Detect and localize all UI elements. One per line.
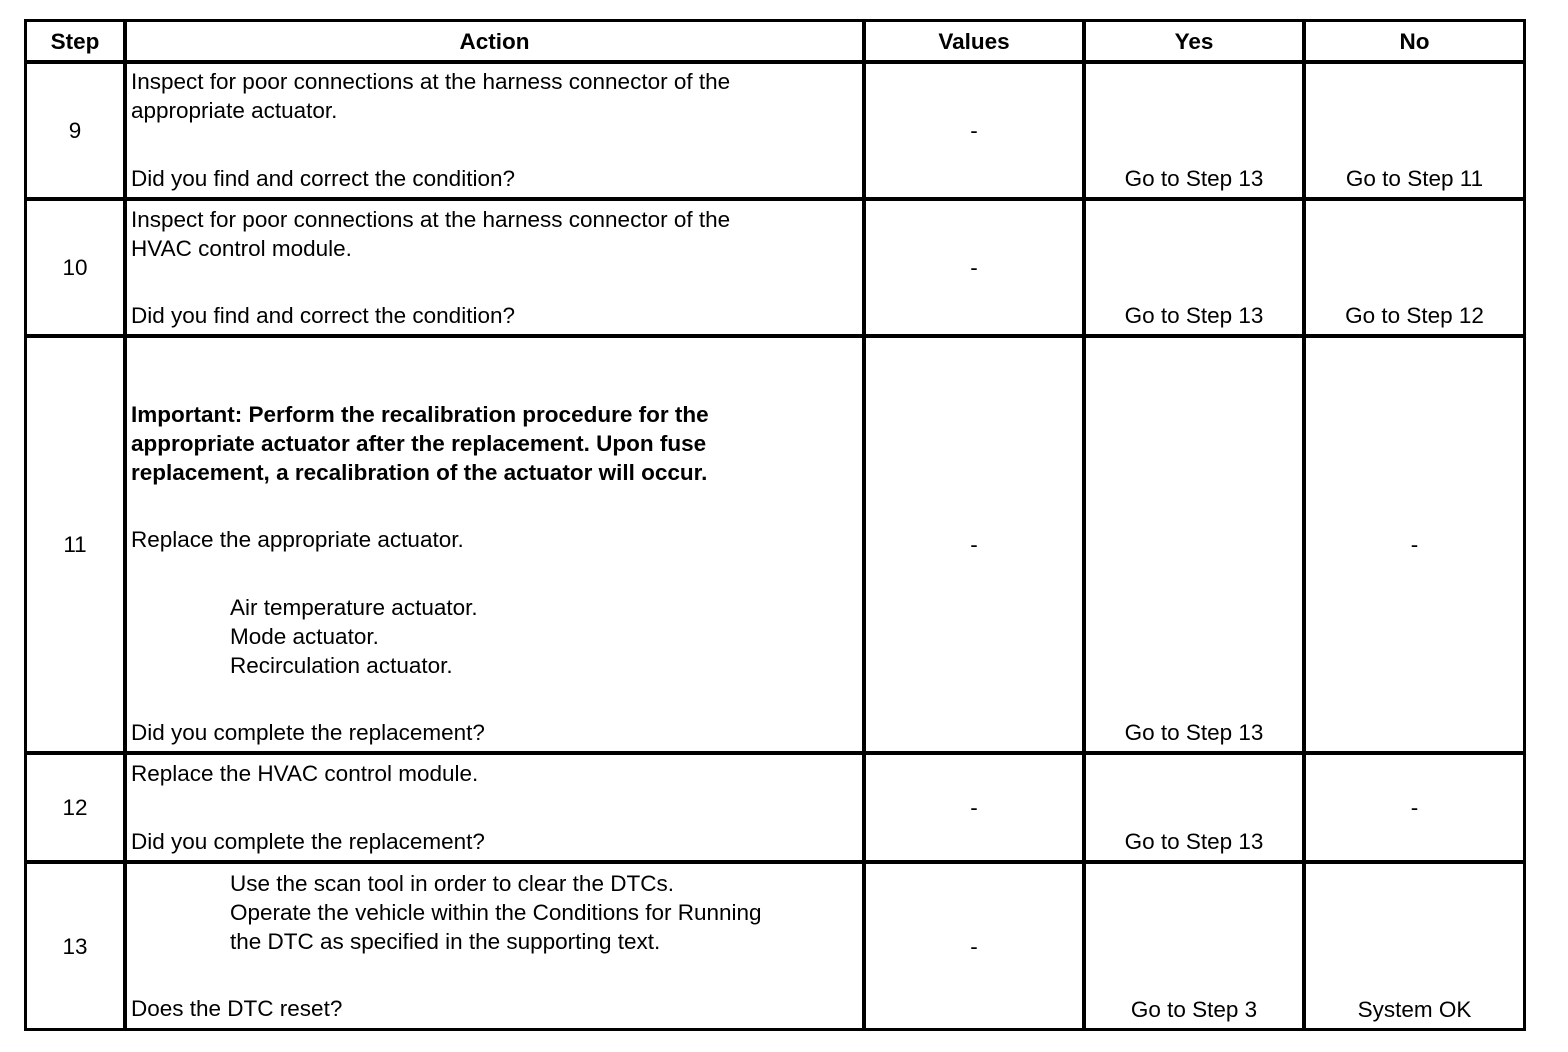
action-question: Did you complete the replacement? bbox=[131, 720, 485, 745]
values-cell: - bbox=[970, 532, 978, 557]
yes-cell: Go to Step 13 bbox=[1124, 829, 1264, 854]
action-text: Replace the appropriate actuator. bbox=[131, 527, 464, 552]
yes-cell: Go to Step 3 bbox=[1130, 997, 1258, 1022]
no-cell: Go to Step 12 bbox=[1345, 303, 1484, 328]
values-cell: - bbox=[970, 118, 978, 143]
important-note: replacement, a recalibration of the actuator will occur. bbox=[131, 460, 708, 485]
no-cell: - bbox=[1410, 795, 1419, 820]
yes-cell: Go to Step 13 bbox=[1124, 720, 1264, 745]
action-text: HVAC control module. bbox=[131, 236, 352, 261]
action-question: Did you find and correct the condition? bbox=[131, 303, 515, 328]
no-cell: Go to Step 11 bbox=[1345, 166, 1484, 191]
list-item: the DTC as specified in the supporting text. bbox=[230, 929, 661, 954]
col-divider bbox=[123, 19, 127, 1031]
yes-cell: Go to Step 13 bbox=[1124, 166, 1264, 191]
border-bottom bbox=[24, 1028, 1526, 1031]
header-values: Values bbox=[938, 28, 1010, 54]
important-note: appropriate actuator after the replacement. Upon fuse bbox=[131, 431, 707, 456]
header-no: No bbox=[1399, 28, 1430, 54]
list-item: Operate the vehicle within the Conditions for Running bbox=[230, 900, 762, 925]
action-text: Inspect for poor connections at the harness connector of the bbox=[131, 207, 731, 232]
action-question: Did you complete the replacement? bbox=[131, 829, 485, 854]
step-number: 11 bbox=[63, 532, 87, 557]
step-number: 9 bbox=[68, 118, 82, 143]
action-question: Did you find and correct the condition? bbox=[131, 166, 515, 191]
header-yes: Yes bbox=[1174, 28, 1214, 54]
step-number: 10 bbox=[62, 255, 88, 280]
no-cell: System OK bbox=[1357, 997, 1472, 1022]
list-item: Mode actuator. bbox=[230, 624, 379, 649]
header-step: Step bbox=[50, 28, 100, 54]
action-text: Inspect for poor connections at the harness connector of the bbox=[131, 69, 731, 94]
action-text: Replace the HVAC control module. bbox=[131, 761, 479, 786]
important-note: Important: Perform the recalibration procedure for the bbox=[131, 402, 709, 427]
step-number: 13 bbox=[62, 933, 88, 959]
list-item: Air temperature actuator. bbox=[230, 595, 478, 620]
no-cell: - bbox=[1410, 532, 1419, 557]
yes-cell: Go to Step 13 bbox=[1124, 303, 1264, 328]
action-question: Does the DTC reset? bbox=[131, 996, 343, 1021]
header-action: Action bbox=[459, 28, 530, 54]
border-right bbox=[1523, 19, 1526, 1031]
diagnostic-table bbox=[24, 19, 1526, 1031]
step-number: 12 bbox=[62, 795, 88, 820]
list-item: Recirculation actuator. bbox=[230, 653, 453, 678]
values-cell: - bbox=[970, 255, 978, 280]
action-text: appropriate actuator. bbox=[131, 98, 338, 123]
list-item: Use the scan tool in order to clear the DTCs. bbox=[230, 871, 674, 896]
values-cell: - bbox=[970, 795, 978, 820]
values-cell: - bbox=[970, 933, 978, 959]
